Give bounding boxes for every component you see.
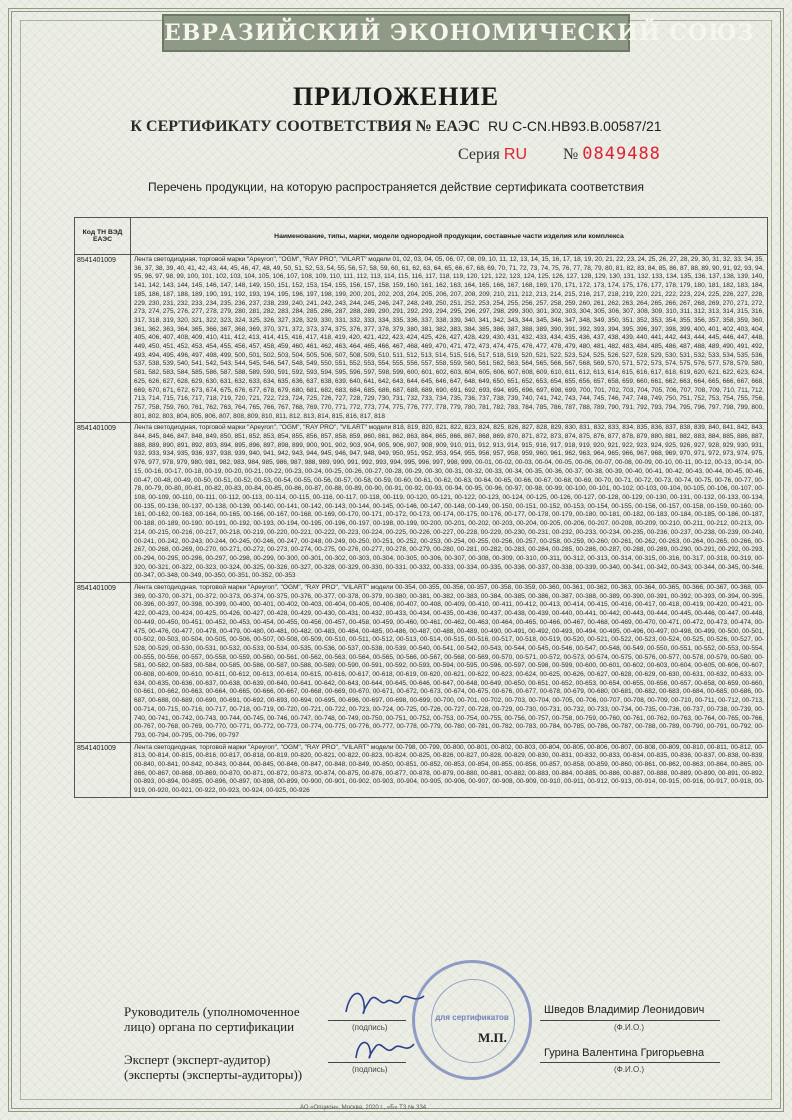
table-header-row (75, 218, 768, 255)
number-label: № (563, 146, 579, 163)
certificate-number: RU C-CN.НВ93.В.00587/21 (488, 118, 662, 134)
head-name-line (540, 1020, 720, 1021)
head-signature-caption: (подпись) (352, 1023, 388, 1032)
row-description: Лента светодиодная, торговой марки "Apeyron", "OGM", "RAY PRO", "VILART" модели 00-354, 00-355, 00-356, 00-357, 00-358, 00-359, 00-360, 00-361, 00-362, 00-363, 00-364, 00-365, 00-366, 00-367, 00-368, 00-369, 00-370, 00-371, 00-372, 00-373, 00-374, 00-375, 00-376, 00-377, 00-378, 00-379, 00-380, 00-381, 00-382, 00-383, 00-384, 00-385, 00-386, 00-387, 00-388, 00-389, 00-390, 00-391, 00-392, 00-393, 00-394, 00-395, 00-396, 00-397, 00-398, 00-399, 00-400, 00-401, 00-402, 00-403, 00-404, 00-405, 00-406, 00-407, 00-408, 00-409, 00-410, 00-411, 00-412, 00-413, 00-414, 00-415, 00-416, 00-417, 00-418, 00-419, 00-420, 00-421, 00-422, 00-423, 00-424, 00-425, 00-426, 00-427, 00-428, 00-429, 00-430, 00-431, 00-432, 00-433, 00-434, 00-435, 00-436, 00-437, 00-438, 00-439, 00-440, 00-441, 00-442, 00-443, 00-444, 00-445, 00-446, 00-447, 00-448, 00-449, 00-450, 00-451, 00-452, 00-453, 00-454, 00-455, 00-456, 00-457, 00-458, 00-459, 00-460, 00-461, 00-462, 00-463, 00-464, 00-465, 00-466, 00-467, 00-468, 00-469, 00-470, 00-471, 00-472, 00-473, 00-474, 00-475, 00-476, 00-477, 00-478, 00-479, 00-480, 00-481, 00-482, 00-483, 00-484, 00-485, 00-486, 00-487, 00-488, 00-489, 00-490, 00-491, 00-492, 00-493, 00-494, 00-495, 00-496, 00-497, 00-498, 00-499, 00-500, 00-501, 00-502, 00-503, 00-504, 00-505, 00-506, 00-507, 00-508, 00-509, 00-510, 00-511, 00-512, 00-513, 00-514, 00-515, 00-516, 00-517, 00-518, 00-519, 00-520, 00-521, 00-522, 00-523, 00-524, 00-525, 00-526, 00-527, 00-528, 00-529, 00-530, 00-531, 00-532, 00-533, 00-534, 00-535, 00-536, 00-537, 00-538, 00-539, 00-540, 00-541, 00-542, 00-543, 00-544, 00-545, 00-546, 00-547, 00-548, 00-549, 00-550, 00-551, 00-552, 00-553, 00-554, 00-555, 00-556, 00-557, 00-558, 00-559, 00-560, 00-561, 00-562, 00-563, 00-564, 00-565, 00-566, 00-567, 00-568, 00-569, 00-570, 00-571, 00-572, 00-573, 00-574, 00-575, 00-576, 00-577, 00-578, 00-579, 00-580, 00-581, 00-582, 00-583, 00-584, 00-585, 00-586, 00-587, 00-588, 00-589, 00-590, 00-591, 00-592, 00-593, 00-594, 00-595, 00-596, 00-597, 00-598, 00-599, 00-600, 00-601, 00-602, 00-603, 00-604, 00-605, 00-606, 00-607, 00-608, 00-609, 00-610, 00-611, 00-612, 00-613, 00-614, 00-615, 00-616, 00-617, 00-618, 00-619, 00-620, 00-621, 00-622, 00-623, 00-624, 00-625, 00-626, 00-627, 00-628, 00-629, 00-630, 00-631, 00-632, 00-633, 00-634, 00-635, 00-636, 00-637, 00-638, 00-639, 00-640, 00-641, 00-642, 00-643, 00-644, 00-645, 00-646, 00-647, 00-648, 00-649, 00-650, 00-651, 00-652, 00-653, 00-654, 00-655, 00-656, 00-657, 00-658, 00-659, 00-660, 00-661, 00-662, 00-663, 00-664, 00-665, 00-666, 00-667, 00-668, 00-669, 00-670, 00-671, 00-672, 00-673, 00-674, 00-675, 00-676, 00-677, 00-678, 00-679, 00-680, 00-681, 00-682, 00-683, 00-684, 00-685, 00-686, 00-687, 00-688, 00-689, 00-690, 00-691, 00-692, 00-693, 00-694, 00-695, 00-696, 00-697, 00-698, 00-699, 00-700, 00-701, 00-702, 00-703, 00-704, 00-705, 00-706, 00-707, 00-708, 00-709, 00-710, 00-711, 00-712, 00-713, 00-714, 00-715, 00-716, 00-717, 00-718, 00-719, 00-720, 00-721, 00-722, 00-723, 00-724, 00-725, 00-726, 00-727, 00-728, 00-729, 00-730, 00-731, 00-732, 00-733, 00-734, 00-735, 00-736, 00-737, 00-738, 00-739, 00-740, 00-741, 00-742, 00-743, 00-744, 00-745, 00-746, 00-747, 00-748, 00-749, 00-750, 00-751, 00-752, 00-753, 00-754, 00-755, 00-756, 00-757, 00-758, 00-759, 00-760, 00-761, 00-762, 00-763, 00-764, 00-765, 00-766, 00-767, 00-768, 00-769, 00-770, 00-771, 00-772, 00-773, 00-774, 00-775, 00-776, 00-777, 00-778, 00-779, 00-780, 00-781, 00-782, 00-783, 00-784, 00-785, 00-786, 00-787, 00-788, 00-789, 00-790, 00-791, 00-792, 00-793, 00-794, 00-795, 00-796, 00-797 (131, 583, 768, 743)
certificate-prefix: К СЕРТИФИКАТУ СООТВЕТСТВИЯ № ЕАЭС (130, 118, 481, 135)
row-code: 8541401009 (75, 583, 131, 743)
col-header-description: Наименование, типы, марки, модели однородной продукции, составные части изделия или комплекса (131, 218, 768, 255)
seal-text: для сертификатов (435, 1013, 509, 1022)
blank-number: 0849488 (582, 144, 661, 164)
table-row (75, 423, 768, 583)
expert-name-line (540, 1062, 720, 1063)
head-label-line-1: Руководитель (уполномоченное (124, 1004, 300, 1019)
table-row (75, 255, 768, 423)
row-description: Лента светодиодная, торговой марки "Apeyron", "OGM", "RAY PRO", "VILART" модели 00-798, 00-799, 00-800, 00-801, 00-802, 00-803, 00-804, 00-805, 00-806, 00-807, 00-808, 00-809, 00-810, 00-811, 00-812, 00-813, 00-814, 00-815, 00-816, 00-817, 00-818, 00-819, 00-820, 00-821, 00-822, 00-823, 00-824, 00-825, 00-826, 00-827, 00-828, 00-829, 00-830, 00-831, 00-832, 00-833, 00-834, 00-835, 00-836, 00-837, 00-838, 00-839, 00-840, 00-841, 00-842, 00-843, 00-844, 00-845, 00-846, 00-847, 00-848, 00-849, 00-850, 00-851, 00-852, 00-853, 00-854, 00-855, 00-856, 00-857, 00-858, 00-859, 00-860, 00-861, 00-862, 00-863, 00-864, 00-865, 00-866, 00-867, 00-868, 00-869, 00-870, 00-871, 00-872, 00-873, 00-874, 00-875, 00-876, 00-877, 00-878, 00-879, 00-880, 00-881, 00-882, 00-883, 00-884, 00-885, 00-886, 00-887, 00-888, 00-889, 00-890, 00-891, 00-892, 00-893, 00-894, 00-895, 00-896, 00-897, 00-898, 00-899, 00-900, 00-901, 00-902, 00-903, 00-904, 00-905, 00-906, 00-907, 00-908, 00-909, 00-910, 00-911, 00-912, 00-913, 00-914, 00-915, 00-916, 00-917, 00-918, 00-919, 00-920, 00-921, 00-922, 00-923, 00-924, 00-925, 00-926 (131, 742, 768, 797)
table-row (75, 583, 768, 743)
print-note: АО «Опцион», Москва, 2020 г., «Б» ТЗ № 334 (300, 1105, 427, 1111)
series-label: Серия (458, 146, 500, 163)
head-name: Шведов Владимир Леонидович (544, 1004, 705, 1016)
row-description: Лента светодиодная, торговой марки "Apeyron", "OGM", "RAY PRO", "VILART" модели 01, 02, 03, 04, 05, 06, 07, 08, 09, 10, 11, 12, 13, 14, 15, 16, 17, 18, 19, 20, 21, 22, 23, 24, 25, 26, 27, 28, 29, 30, 31, 32, 33, 34, 35, 36, 37, 38, 39, 40, 41, 42, 43, 44, 45, 46, 47, 48, 49, 50, 51, 52, 53, 54, 55, 56, 57, 58, 59, 60, 61, 62, 63, 64, 65, 66, 67, 68, 69, 70, 71, 72, 73, 74, 75, 76, 77, 78, 79, 80, 81, 82, 83, 84, 85, 86, 87, 88, 89, 90, 91, 92, 93, 94, 95, 96, 97, 98, 99, 100, 101, 102, 103, 104, 105, 106, 107, 108, 109, 110, 111, 112, 113, 114, 115, 116, 117, 118, 119, 120, 121, 122, 123, 124, 125, 126, 127, 128, 129, 130, 131, 132, 133, 134, 135, 136, 137, 138, 139, 140, 141, 142, 143, 144, 145, 146, 147, 148, 149, 150, 151, 152, 153, 154, 155, 156, 157, 158, 159, 160, 161, 162, 163, 164, 165, 166, 167, 168, 169, 170, 171, 172, 173, 174, 175, 176, 177, 178, 179, 180, 181, 182, 183, 184, 185, 186, 187, 188, 189, 190, 191, 192, 193, 194, 195, 196, 197, 198, 199, 200, 201, 202, 203, 204, 205, 206, 207, 208, 209, 210, 211, 212, 213, 214, 215, 216, 217, 218, 219, 220, 221, 222, 223, 224, 225, 226, 227, 228, 229, 230, 231, 232, 233, 234, 235, 236, 237, 238, 239, 240, 241, 242, 243, 244, 245, 246, 247, 248, 249, 250, 251, 252, 253, 254, 255, 256, 257, 258, 259, 260, 261, 262, 263, 264, 265, 266, 267, 268, 269, 270, 271, 272, 273, 274, 275, 276, 277, 278, 279, 280, 281, 282, 283, 284, 285, 286, 287, 288, 289, 290, 291, 292, 293, 294, 295, 296, 297, 298, 299, 300, 301, 302, 303, 304, 305, 306, 307, 308, 309, 310, 311, 312, 313, 314, 315, 316, 317, 318, 319, 320, 321, 322, 323, 324, 325, 326, 327, 328, 329, 330, 331, 332, 333, 334, 335, 336, 337, 338, 339, 340, 341, 342, 343, 344, 345, 346, 347, 348, 349, 350, 351, 352, 353, 354, 355, 356, 357, 358, 359, 360, 361, 362, 363, 364, 365, 366, 367, 368, 369, 370, 371, 372, 373, 374, 375, 376, 377, 378, 379, 380, 381, 382, 383, 384, 385, 386, 387, 388, 389, 390, 391, 392, 393, 394, 395, 396, 397, 398, 399, 400, 401, 402, 403, 404, 405, 406, 407, 408, 409, 410, 411, 412, 413, 414, 415, 416, 417, 418, 419, 420, 421, 422, 423, 424, 425, 426, 427, 428, 429, 430, 431, 432, 433, 434, 435, 436, 437, 438, 439, 440, 441, 442, 443, 444, 445, 446, 447, 448, 449, 450, 451, 452, 453, 454, 455, 456, 457, 458, 459, 460, 461, 462, 463, 464, 465, 466, 467, 468, 469, 470, 471, 472, 473, 474, 475, 476, 477, 478, 479, 480, 481, 482, 483, 484, 485, 486, 487, 488, 489, 490, 491, 492, 493, 494, 495, 496, 497, 498, 499, 500, 501, 502, 503, 504, 505, 506, 507, 508, 509, 510, 511, 512, 513, 514, 515, 516, 517, 518, 519, 520, 521, 522, 523, 524, 525, 526, 527, 528, 529, 530, 531, 532, 533, 534, 535, 536, 537, 538, 539, 540, 541, 542, 543, 544, 545, 546, 547, 548, 549, 550, 551, 552, 553, 554, 555, 556, 557, 558, 559, 560, 561, 562, 563, 564, 565, 566, 567, 568, 569, 570, 571, 572, 573, 574, 575, 576, 577, 578, 579, 580, 581, 582, 583, 584, 585, 586, 587, 588, 589, 590, 591, 592, 593, 594, 595, 596, 597, 598, 599, 600, 601, 602, 603, 604, 605, 606, 607, 608, 609, 610, 611, 612, 613, 614, 615, 616, 617, 618, 619, 620, 621, 622, 623, 624, 625, 626, 627, 628, 629, 630, 631, 632, 633, 634, 635, 636, 637, 638, 639, 640, 641, 642, 643, 644, 645, 646, 647, 648, 649, 650, 651, 652, 653, 654, 655, 656, 657, 658, 659, 660, 661, 662, 663, 664, 665, 666, 667, 668, 669, 670, 671, 672, 673, 674, 675, 676, 677, 678, 679, 680, 681, 682, 683, 684, 685, 686, 687, 688, 689, 690, 691, 692, 693, 694, 695, 696, 697, 698, 699, 700, 701, 702, 703, 704, 705, 706, 707, 708, 709, 710, 711, 712, 713, 714, 715, 716, 717, 718, 719, 720, 721, 722, 723, 724, 725, 726, 727, 728, 729, 730, 731, 732, 733, 734, 735, 736, 737, 738, 739, 740, 741, 742, 743, 744, 745, 746, 747, 748, 749, 750, 751, 752, 753, 754, 755, 756, 757, 758, 759, 760, 761, 762, 763, 764, 765, 766, 767, 768, 769, 770, 771, 772, 773, 774, 775, 776, 777, 778, 779, 780, 781, 782, 783, 784, 785, 786, 787, 788, 789, 790, 791, 792, 793, 794, 795, 796, 797, 798, 799, 800, 801, 802, 803, 804, 805, 806, 807, 808, 809, 810, 811, 812, 813, 814, 815, 816, 817, 818 (131, 255, 768, 423)
row-code: 8541401009 (75, 742, 131, 797)
seal-place-label: М.П. (478, 1030, 507, 1045)
col-header-code: Код ТН ВЭД ЕАЭС (75, 218, 131, 255)
expert-label-line-2: (эксперты (эксперты-аудиторы)) (124, 1067, 303, 1082)
union-banner: ЕВРАЗИЙСКИЙ ЭКОНОМИЧЕСКИЙ СОЮЗ (162, 14, 630, 52)
expert-label-line-1: Эксперт (эксперт-аудитор) (124, 1052, 271, 1067)
page-title: ПРИЛОЖЕНИЕ (292, 82, 500, 111)
head-label-line-2: лицо) органа по сертификации (124, 1019, 295, 1034)
row-description: Лента светодиодная, торговой марки "Apeyron", "OGM", "RAY PRO", "VILART" модели 818, 819, 820, 821, 822, 823, 824, 825, 826, 827, 828, 829, 830, 831, 832, 833, 834, 835, 836, 837, 838, 839, 840, 841, 842, 843, 844, 845, 846, 847, 848, 849, 850, 851, 852, 853, 854, 855, 856, 857, 858, 859, 860, 861, 862, 863, 864, 865, 866, 867, 868, 869, 870, 871, 872, 873, 874, 875, 876, 877, 878, 879, 880, 881, 882, 883, 884, 885, 886, 887, 888, 889, 890, 891, 892, 893, 894, 895, 896, 897, 898, 899, 900, 901, 902, 903, 904, 905, 906, 907, 908, 909, 910, 911, 912, 913, 914, 915, 916, 917, 918, 919, 920, 921, 922, 923, 924, 925, 926, 927, 928, 929, 930, 931, 932, 933, 934, 935, 936, 937, 938, 939, 940, 941, 942, 943, 944, 945, 946, 947, 948, 949, 950, 951, 952, 953, 954, 955, 956, 957, 958, 959, 960, 961, 962, 963, 964, 965, 966, 967, 968, 969, 970, 971, 972, 973, 974, 975, 976, 977, 978, 979, 980, 981, 982, 983, 984, 985, 986, 987, 988, 989, 990, 991, 992, 993, 994, 995, 996, 997, 998, 999, 00-01, 00-02, 00-03, 00-04, 00-05, 00-06, 00-07, 00-08, 00-09, 00-10, 00-11, 00-12, 00-13, 00-14, 00-15, 00-16, 00-17, 00-18, 00-19, 00-20, 00-21, 00-22, 00-23, 00-24, 00-25, 00-26, 00-27, 00-28, 00-29, 00-30, 00-31, 00-32, 00-33, 00-34, 00-35, 00-36, 00-37, 00-38, 00-39, 00-40, 00-41, 00-42, 00-43, 00-44, 00-45, 00-46, 00-47, 00-48, 00-49, 00-50, 00-51, 00-52, 00-53, 00-54, 00-55, 00-56, 00-57, 00-58, 00-59, 00-60, 00-61, 00-62, 00-63, 00-64, 00-65, 00-66, 00-67, 00-68, 00-69, 00-70, 00-71, 00-72, 00-73, 00-74, 00-75, 00-76, 00-77, 00-78, 00-79, 00-80, 00-81, 00-82, 00-83, 00-84, 00-85, 00-86, 00-87, 00-88, 00-89, 00-90, 00-91, 00-92, 00-93, 00-94, 00-95, 00-96, 00-97, 00-98, 00-99, 00-100, 00-101, 00-102, 00-103, 00-104, 00-105, 00-106, 00-107, 00-108, 00-109, 00-110, 00-111, 00-112, 00-113, 00-114, 00-115, 00-116, 00-117, 00-118, 00-119, 00-120, 00-121, 00-122, 00-123, 00-124, 00-125, 00-126, 00-127, 00-128, 00-129, 00-130, 00-131, 00-132, 00-133, 00-134, 00-135, 00-136, 00-137, 00-138, 00-139, 00-140, 00-141, 00-142, 00-143, 00-144, 00-145, 00-146, 00-147, 00-148, 00-149, 00-150, 00-151, 00-152, 00-153, 00-154, 00-155, 00-156, 00-157, 00-158, 00-159, 00-160, 00-161, 00-162, 00-163, 00-164, 00-165, 00-166, 00-167, 00-168, 00-169, 00-170, 00-171, 00-172, 00-173, 00-174, 00-175, 00-176, 00-177, 00-178, 00-179, 00-180, 00-181, 00-182, 00-183, 00-184, 00-185, 00-186, 00-187, 00-188, 00-189, 00-190, 00-191, 00-192, 00-193, 00-194, 00-195, 00-196, 00-197, 00-198, 00-199, 00-200, 00-201, 00-202, 00-203, 00-204, 00-205, 00-206, 00-207, 00-208, 00-209, 00-210, 00-211, 00-212, 00-213, 00-214, 00-215, 00-216, 00-217, 00-218, 00-219, 00-220, 00-221, 00-222, 00-223, 00-224, 00-225, 00-226, 00-227, 00-228, 00-229, 00-230, 00-231, 00-232, 00-233, 00-234, 00-235, 00-236, 00-237, 00-238, 00-239, 00-240, 00-241, 00-242, 00-243, 00-244, 00-245, 00-246, 00-247, 00-248, 00-249, 00-250, 00-251, 00-252, 00-253, 00-254, 00-255, 00-256, 00-257, 00-258, 00-259, 00-260, 00-261, 00-262, 00-263, 00-264, 00-265, 00-266, 00-267, 00-268, 00-269, 00-270, 00-271, 00-272, 00-273, 00-274, 00-275, 00-276, 00-277, 00-278, 00-279, 00-280, 00-281, 00-282, 00-283, 00-284, 00-285, 00-286, 00-287, 00-288, 00-289, 00-290, 00-291, 00-292, 00-293, 00-294, 00-295, 00-296, 00-297, 00-298, 00-299, 00-300, 00-301, 00-302, 00-303, 00-304, 00-305, 00-306, 00-307, 00-308, 00-309, 00-310, 00-311, 00-312, 00-313, 00-314, 00-315, 00-316, 00-317, 00-318, 00-319, 00-320, 00-321, 00-322, 00-323, 00-324, 00-325, 00-326, 00-327, 00-328, 00-329, 00-330, 00-331, 00-332, 00-333, 00-334, 00-335, 00-336, 00-337, 00-338, 00-339, 00-340, 00-341, 00-342, 00-343, 00-344, 00-345, 00-346, 00-347, 00-348, 00-349, 00-350, 00-351, 00-352, 00-353 (131, 423, 768, 583)
product-table (74, 217, 768, 798)
certificate-reference (0, 118, 792, 136)
expert-name: Гурина Валентина Григорьевна (544, 1047, 705, 1059)
head-fio-caption: (Ф.И.О.) (614, 1023, 645, 1032)
row-code: 8541401009 (75, 255, 131, 423)
row-code: 8541401009 (75, 423, 131, 583)
table-row (75, 742, 768, 797)
expert-fio-caption: (Ф.И.О.) (614, 1065, 645, 1074)
series-value: RU (503, 146, 527, 163)
expert-signature-caption: (подпись) (352, 1065, 388, 1074)
series-line (458, 144, 661, 164)
round-seal-stamp (412, 960, 532, 1080)
expert-signature-scribble (350, 1034, 420, 1068)
product-list-subtitle: Перечень продукции, на которую распространяется действие сертификата соответствия (148, 180, 644, 194)
